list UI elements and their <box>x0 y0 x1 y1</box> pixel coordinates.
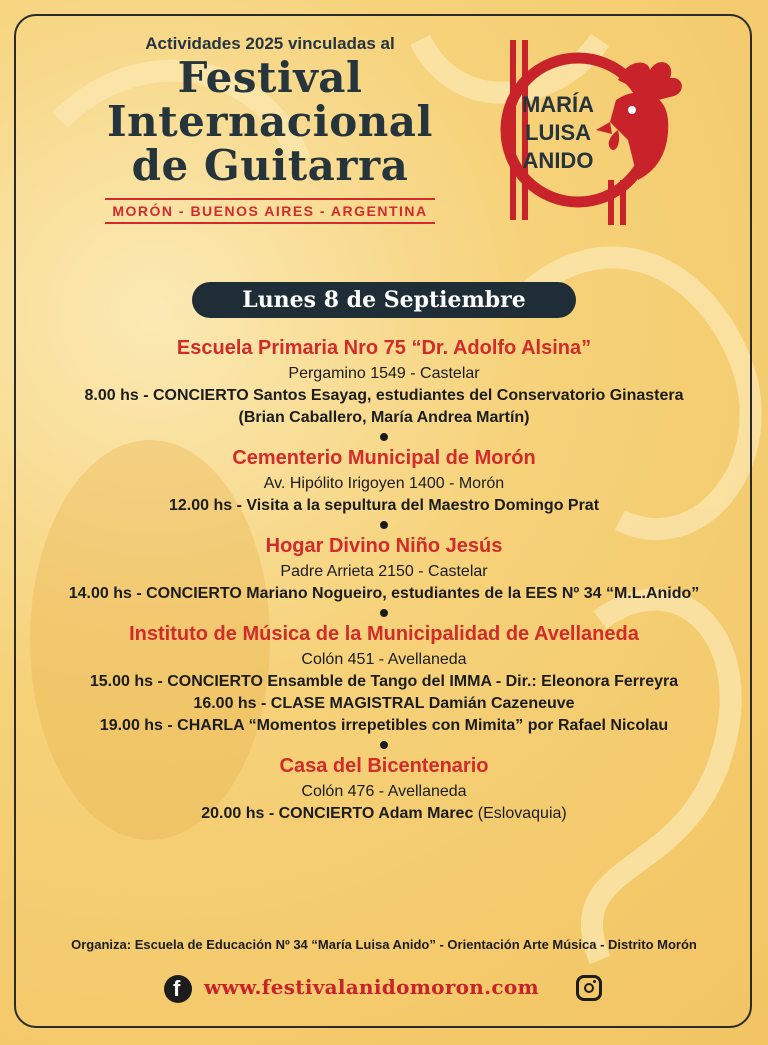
event-venue: Casa del Bicentenario <box>279 755 489 777</box>
event-venue: Instituto de Música de la Municipalidad de Avellaneda <box>129 623 639 645</box>
instagram-icon[interactable] <box>576 975 602 1001</box>
event-address: Pergamino 1549 - Castelar <box>288 365 480 382</box>
separator-dot <box>380 433 388 441</box>
title-line-1: Festival <box>177 53 363 102</box>
festival-title <box>60 53 480 190</box>
event-item <box>20 621 748 737</box>
event-note: (Eslovaquia) <box>477 805 567 822</box>
event-address: Padre Arrieta 2150 - Castelar <box>280 563 488 580</box>
festival-header <box>60 30 480 224</box>
header-subtitle: Actividades 2025 vinculadas al <box>145 34 395 53</box>
event-address: Colón 451 - Avellaneda <box>301 651 467 668</box>
event-item <box>20 533 748 605</box>
event-extra: (Brian Caballero, María Andrea Martín) <box>238 409 530 426</box>
facebook-icon[interactable]: f <box>164 975 192 1003</box>
location-text: MORÓN - BUENOS AIRES - ARGENTINA <box>112 203 428 219</box>
separator-dot <box>380 741 388 749</box>
event-line: 8.00 hs - CONCIERTO Santos Esayag, estudiantes del Conservatorio Ginastera <box>84 387 684 404</box>
event-address: Av. Hipólito Irigoyen 1400 - Morón <box>263 475 505 492</box>
event-line: 15.00 hs - CONCIERTO Ensamble de Tango del IMMA - Dir.: Eleonora Ferreyra <box>89 673 679 690</box>
title-line-3: de Guitarra <box>131 141 409 190</box>
event-line-text: 20.00 hs - CONCIERTO Adam Marec <box>201 805 474 822</box>
organizer-text: Organiza: Escuela de Educación Nº 34 “María Luisa Anido” - Orientación Arte Música - Distrito Morón <box>71 937 697 952</box>
logo-line-1: MARÍA <box>521 92 595 117</box>
event-venue: Hogar Divino Niño Jesús <box>265 535 503 557</box>
title-line-2: Internacional <box>107 97 433 146</box>
event-line <box>20 803 748 825</box>
separator-dot <box>380 609 388 617</box>
event-address: Colón 476 - Avellaneda <box>301 783 467 800</box>
event-venue: Cementerio Municipal de Morón <box>232 447 536 469</box>
location-banner <box>105 198 435 224</box>
event-item <box>20 445 748 517</box>
rooster-icon <box>596 62 682 180</box>
maria-luisa-anido-logo <box>498 30 698 230</box>
logo-line-2: LUISA <box>525 120 591 145</box>
event-line: 19.00 hs - CHARLA “Momentos irrepetibles con Mimita” por Rafael Nicolau <box>99 717 669 734</box>
event-line: 12.00 hs - Visita a la sepultura del Maestro Domingo Prat <box>168 497 600 514</box>
website-link[interactable]: www.festivalanidomoron.com <box>204 975 539 999</box>
event-venue: Escuela Primaria Nro 75 “Dr. Adolfo Alsina” <box>176 337 592 359</box>
event-item <box>20 335 748 429</box>
separator-dot <box>380 521 388 529</box>
event-line: 16.00 hs - CLASE MAGISTRAL Damián Cazeneuve <box>193 695 575 712</box>
event-line: 14.00 hs - CONCIERTO Mariano Nogueiro, estudiantes de la EES Nº 34 “M.L.Anido” <box>68 585 700 602</box>
events-list <box>20 335 748 825</box>
footer <box>160 971 610 1007</box>
logo-line-3: ANIDO <box>522 148 594 173</box>
date-banner: Lunes 8 de Septiembre <box>192 282 576 318</box>
event-item <box>20 753 748 825</box>
